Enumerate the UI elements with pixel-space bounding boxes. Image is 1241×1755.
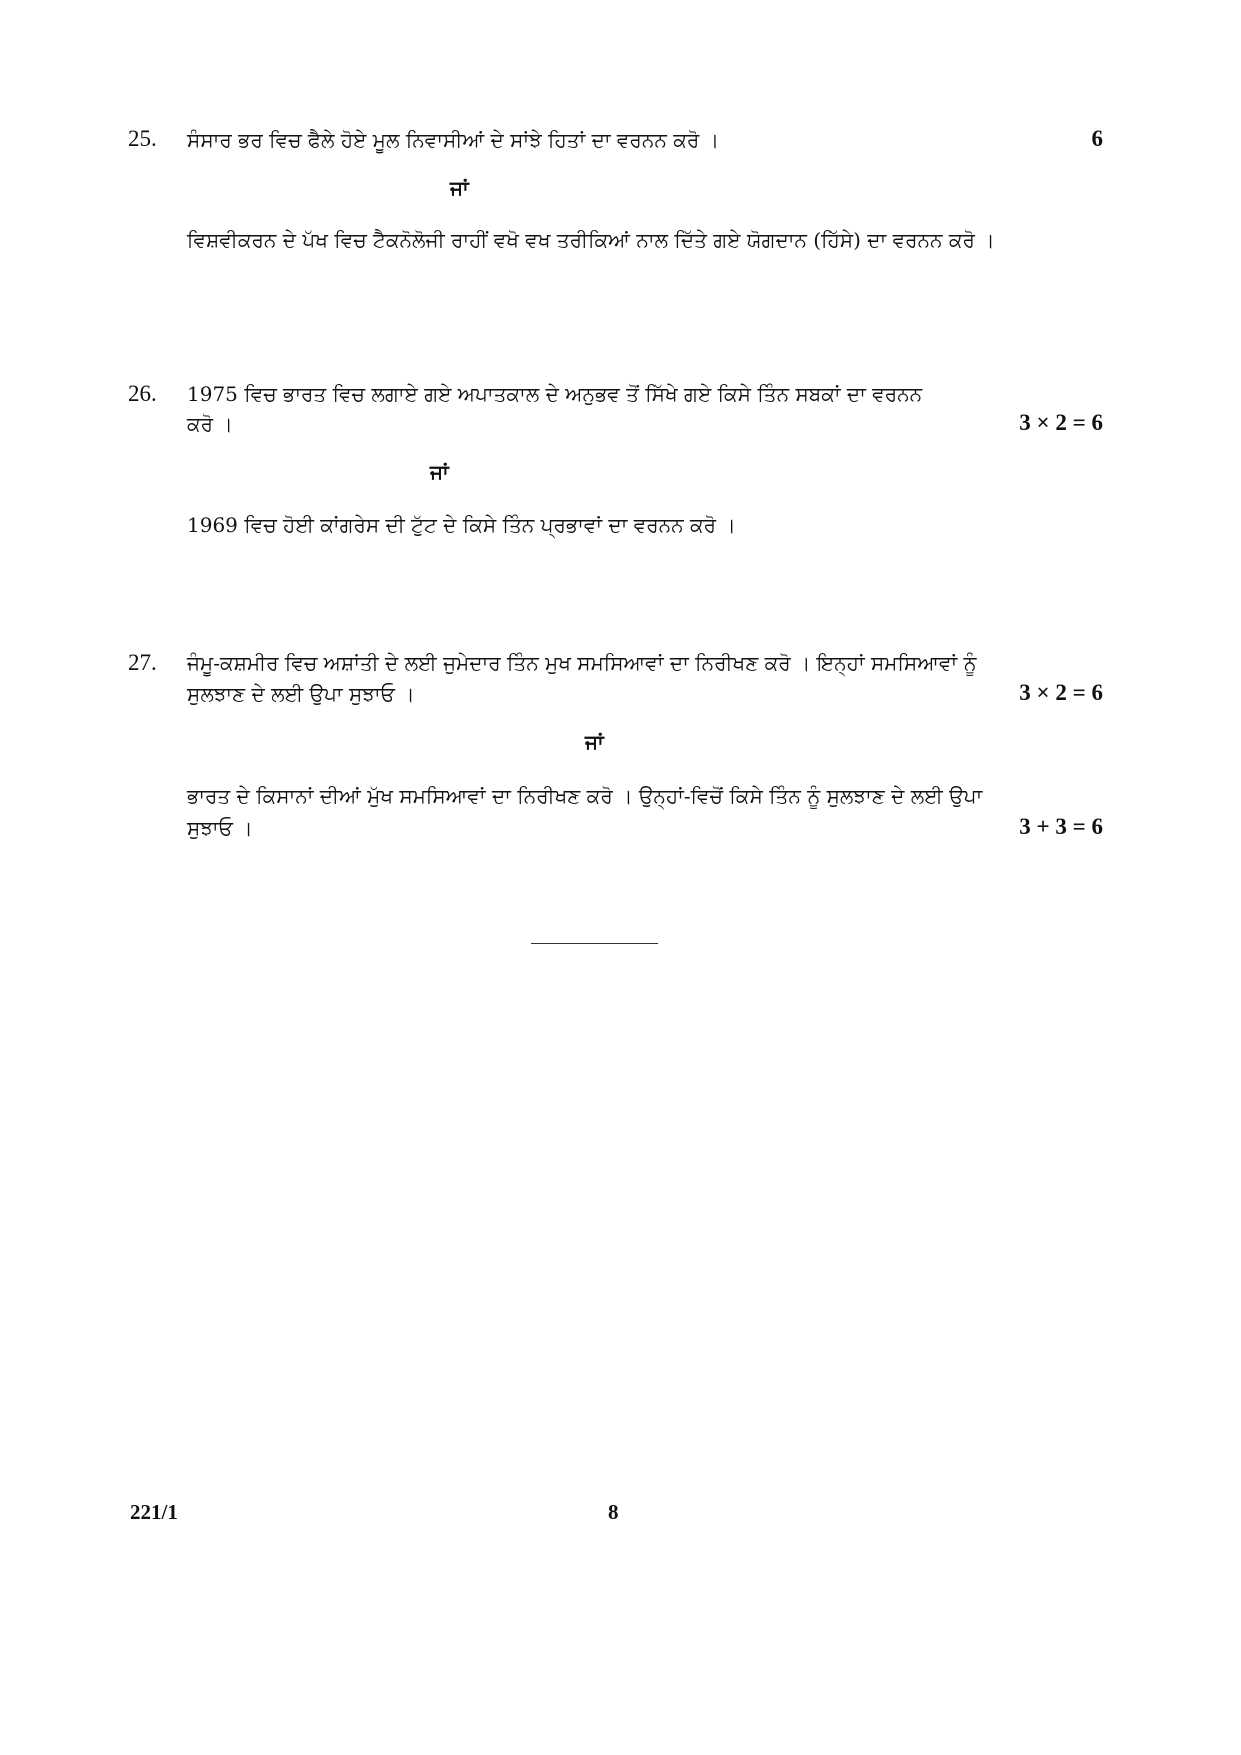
question-number: 26. xyxy=(128,381,157,406)
question-number: 27. xyxy=(128,650,157,675)
or-label: ਜਾਂ xyxy=(585,730,604,754)
question-text: ਸੰਸਾਰ ਭਰ ਵਿਚ ਫੈਲੇ ਹੋਏ ਮੂਲ ਨਿਵਾਸੀਆਂ ਦੇ ਸਾਂਝੇ ਹਿਤਾਂ ਦਾ ਵਰਨਨ ਕਰੋ । xyxy=(187,128,720,152)
question-text-continued: ਕਰੋ । xyxy=(187,412,233,436)
question-text: ਜੰਮੂ-ਕਸ਼ਮੀਰ ਵਿਚ ਅਸ਼ਾਂਤੀ ਦੇ ਲਈ ਜੁਮੇਦਾਰ ਤਿੰਨ ਮੁਖ ਸਮਸਿਆਵਾਂ ਦਾ ਨਿਰੀਖਣ ਕਰੋ । ਇਨ੍ਹਾਂ ਸਮਸਿਆਵਾਂ ਨੂੰ xyxy=(187,651,977,675)
question-text: 1975 ਵਿਚ ਭਾਰਤ ਵਿਚ ਲਗਾਏ ਗਏ ਅਪਾਤਕਾਲ ਦੇ ਅਨੁਭਵ ਤੋਂ ਸਿੱਖੇ ਗਏ ਕਿਸੇ ਤਿੰਨ ਸਬਕਾਂ ਦਾ ਵਰਨਨ xyxy=(187,382,923,406)
question-marks: 6 xyxy=(1091,126,1103,151)
paper-code: 221/1 xyxy=(130,1500,178,1524)
question-marks: 3 × 2 = 6 xyxy=(1019,410,1103,435)
question-text-continued: ਸੁਲਝਾਣ ਦੇ ਲਈ ਉਪਾ ਸੁਝਾਓ । xyxy=(187,682,415,706)
or-label: ਜਾਂ xyxy=(430,460,449,484)
end-rule xyxy=(531,943,658,944)
page-number: 8 xyxy=(608,1500,619,1524)
alternate-question-text-continued: ਸੁਝਾਓ । xyxy=(187,816,253,840)
alternate-question-text: ਵਿਸ਼ਵੀਕਰਨ ਦੇ ਪੱਖ ਵਿਚ ਟੈਕਨੋਲੋਜੀ ਰਾਹੀਂ ਵਖੋ ਵਖ ਤਰੀਕਿਆਂ ਨਾਲ ਦਿੱਤੇ ਗਏ ਯੋਗਦਾਨ (ਹਿੱਸੇ) ਦਾ ਵਰਨਨ ਕਰੋ । xyxy=(187,228,995,252)
question-marks: 3 × 2 = 6 xyxy=(1019,680,1103,705)
alternate-question-marks: 3 + 3 = 6 xyxy=(1019,814,1103,839)
alternate-question-text: ਭਾਰਤ ਦੇ ਕਿਸਾਨਾਂ ਦੀਆਂ ਮੁੱਖ ਸਮਸਿਆਵਾਂ ਦਾ ਨਿਰੀਖਣ ਕਰੋ । ਉਨ੍ਹਾਂ-ਵਿਚੋਂ ਕਿਸੇ ਤਿੰਨ ਨੂੰ ਸੁਲਝਾਣ ਦੇ ਲਈ ਉਪਾ xyxy=(187,784,983,808)
question-number: 25. xyxy=(128,126,157,151)
or-label: ਜਾਂ xyxy=(450,176,469,200)
alternate-question-text: 1969 ਵਿਚ ਹੋਈ ਕਾਂਗਰੇਸ ਦੀ ਟੁੱਟ ਦੇ ਕਿਸੇ ਤਿੰਨ ਪ੍ਰਭਾਵਾਂ ਦਾ ਵਰਨਨ ਕਰੋ । xyxy=(187,513,736,537)
